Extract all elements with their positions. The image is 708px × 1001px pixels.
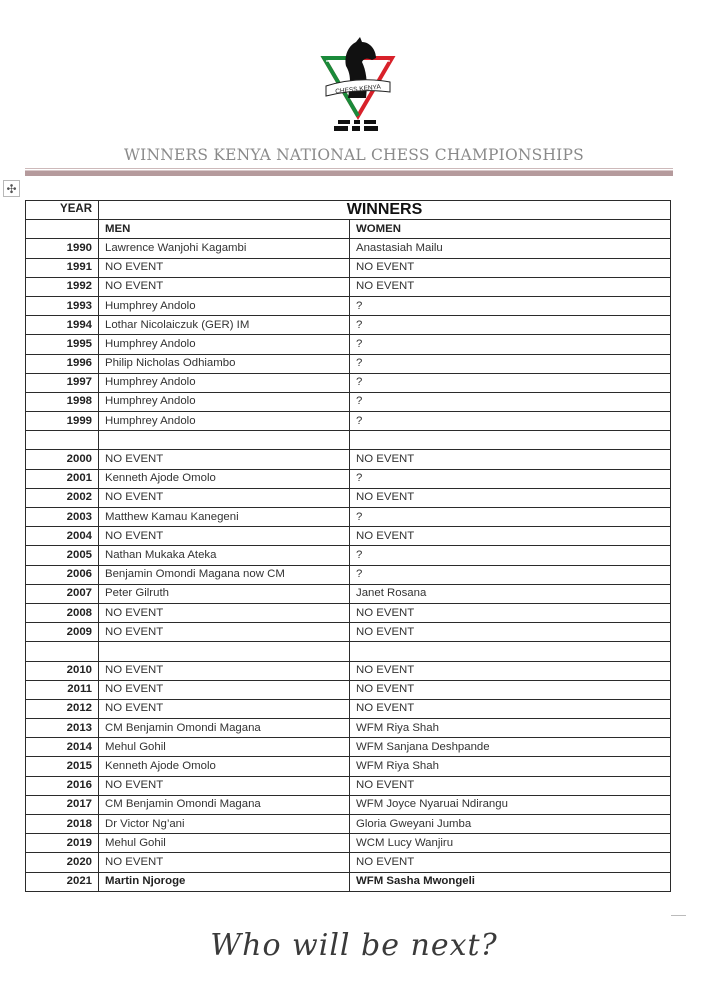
women-winner-cell: NO EVENT: [350, 661, 671, 680]
year-cell: 2000: [26, 450, 99, 469]
table-row: [26, 757, 671, 776]
men-winner-cell: NO EVENT: [99, 853, 350, 872]
women-winner-cell: NO EVENT: [350, 699, 671, 718]
year-header: YEAR: [26, 201, 99, 220]
table-row: [26, 412, 671, 431]
year-cell: 2008: [26, 603, 99, 622]
women-winner-cell: NO EVENT: [350, 527, 671, 546]
table-row: [26, 699, 671, 718]
women-winner-cell: ?: [350, 316, 671, 335]
table-row: [26, 373, 671, 392]
men-winner-cell: Matthew Kamau Kanegeni: [99, 508, 350, 527]
men-winner-cell: Kenneth Ajode Omolo: [99, 757, 350, 776]
women-winner-cell: [350, 431, 671, 450]
year-cell: 1994: [26, 316, 99, 335]
men-winner-cell: Mehul Gohil: [99, 834, 350, 853]
men-winner-cell: Peter Gilruth: [99, 584, 350, 603]
table-row: [26, 392, 671, 411]
year-cell: 2006: [26, 565, 99, 584]
year-cell: 1992: [26, 277, 99, 296]
table-row: [26, 450, 671, 469]
year-cell: [26, 431, 99, 450]
year-cell-empty: [26, 220, 99, 239]
men-winner-cell: Mehul Gohil: [99, 738, 350, 757]
women-winner-cell: ?: [350, 469, 671, 488]
women-winner-cell: ?: [350, 392, 671, 411]
women-winner-cell: NO EVENT: [350, 488, 671, 507]
move-arrows-icon: ✣: [6, 181, 17, 196]
men-winner-cell: CM Benjamin Omondi Magana: [99, 719, 350, 738]
svg-text:CHESS KENYA: CHESS KENYA: [334, 83, 382, 96]
men-winner-cell: Philip Nicholas Odhiambo: [99, 354, 350, 373]
winners-table: [25, 200, 671, 892]
men-winner-cell: Humphrey Andolo: [99, 392, 350, 411]
year-cell: [26, 642, 99, 661]
year-cell: 2001: [26, 469, 99, 488]
year-cell: 1997: [26, 373, 99, 392]
men-winner-cell: Benjamin Omondi Magana now CM: [99, 565, 350, 584]
men-winner-cell: NO EVENT: [99, 488, 350, 507]
year-cell: 2017: [26, 795, 99, 814]
tagline: Who will be next?: [210, 928, 498, 963]
year-cell: 1999: [26, 412, 99, 431]
table-row: [26, 623, 671, 642]
men-winner-cell: [99, 431, 350, 450]
women-winner-cell: NO EVENT: [350, 603, 671, 622]
men-winner-cell: NO EVENT: [99, 680, 350, 699]
year-cell: 2021: [26, 872, 99, 891]
year-cell: 2018: [26, 815, 99, 834]
men-header: MEN: [99, 220, 350, 239]
year-cell: 2004: [26, 527, 99, 546]
title-divider: [25, 170, 673, 176]
men-winner-cell: Humphrey Andolo: [99, 296, 350, 315]
women-winner-cell: WFM Sanjana Deshpande: [350, 738, 671, 757]
men-winner-cell: Nathan Mukaka Ateka: [99, 546, 350, 565]
year-cell: 2009: [26, 623, 99, 642]
year-cell: 2015: [26, 757, 99, 776]
table-row: [26, 431, 671, 450]
women-winner-cell: NO EVENT: [350, 776, 671, 795]
chess-kenya-logo: [318, 36, 398, 132]
table-row: [26, 316, 671, 335]
table-row: [26, 584, 671, 603]
year-cell: 2010: [26, 661, 99, 680]
men-winner-cell: Martin Njoroge: [99, 872, 350, 891]
men-winner-cell: [99, 642, 350, 661]
year-cell: 2012: [26, 699, 99, 718]
table-row: [26, 296, 671, 315]
table-row: [26, 335, 671, 354]
document-title: WINNERS KENYA NATIONAL CHESS CHAMPIONSHIPS: [124, 146, 584, 164]
year-cell: 2019: [26, 834, 99, 853]
men-winner-cell: NO EVENT: [99, 623, 350, 642]
women-header: WOMEN: [350, 220, 671, 239]
women-winner-cell: ?: [350, 335, 671, 354]
table-row: [26, 776, 671, 795]
table-row: [26, 719, 671, 738]
year-cell: 1998: [26, 392, 99, 411]
year-cell: 2007: [26, 584, 99, 603]
women-winner-cell: WCM Lucy Wanjiru: [350, 834, 671, 853]
men-winner-cell: CM Benjamin Omondi Magana: [99, 795, 350, 814]
men-winner-cell: Dr Victor Ng’ani: [99, 815, 350, 834]
men-winner-cell: NO EVENT: [99, 661, 350, 680]
table-row: [26, 565, 671, 584]
men-winner-cell: NO EVENT: [99, 776, 350, 795]
table-row: [26, 738, 671, 757]
year-cell: 2002: [26, 488, 99, 507]
women-winner-cell: NO EVENT: [350, 258, 671, 277]
men-winner-cell: Kenneth Ajode Omolo: [99, 469, 350, 488]
column-header-row: [26, 220, 671, 239]
men-winner-cell: NO EVENT: [99, 277, 350, 296]
year-cell: 1993: [26, 296, 99, 315]
women-winner-cell: WFM Joyce Nyaruai Ndirangu: [350, 795, 671, 814]
women-winner-cell: ?: [350, 412, 671, 431]
men-winner-cell: NO EVENT: [99, 258, 350, 277]
table-row: [26, 834, 671, 853]
men-winner-cell: Humphrey Andolo: [99, 412, 350, 431]
page-edge-mark: [671, 915, 686, 916]
women-winner-cell: ?: [350, 546, 671, 565]
table-row: [26, 527, 671, 546]
table-row: [26, 680, 671, 699]
men-winner-cell: NO EVENT: [99, 527, 350, 546]
knight-logo-icon: [318, 36, 398, 132]
women-winner-cell: ?: [350, 296, 671, 315]
table-row: [26, 815, 671, 834]
men-winner-cell: NO EVENT: [99, 699, 350, 718]
women-winner-cell: [350, 642, 671, 661]
women-winner-cell: ?: [350, 565, 671, 584]
table-row: [26, 488, 671, 507]
year-cell: 1995: [26, 335, 99, 354]
year-cell: 2020: [26, 853, 99, 872]
table-row: [26, 469, 671, 488]
year-cell: 2016: [26, 776, 99, 795]
year-cell: 2005: [26, 546, 99, 565]
table-row: [26, 795, 671, 814]
women-winner-cell: WFM Riya Shah: [350, 719, 671, 738]
year-cell: 2013: [26, 719, 99, 738]
women-winner-cell: Janet Rosana: [350, 584, 671, 603]
women-winner-cell: ?: [350, 508, 671, 527]
year-cell: 2011: [26, 680, 99, 699]
year-cell: 1991: [26, 258, 99, 277]
men-winner-cell: Lawrence Wanjohi Kagambi: [99, 239, 350, 258]
table-row: [26, 354, 671, 373]
winners-header: WINNERS: [99, 201, 671, 220]
table-header-row: [26, 201, 671, 220]
table-row: [26, 853, 671, 872]
women-winner-cell: NO EVENT: [350, 680, 671, 699]
table-move-handle[interactable]: [3, 180, 20, 197]
table-row: [26, 239, 671, 258]
women-winner-cell: Anastasiah Mailu: [350, 239, 671, 258]
year-cell: 1996: [26, 354, 99, 373]
women-winner-cell: ?: [350, 373, 671, 392]
men-winner-cell: Lothar Nicolaiczuk (GER) IM: [99, 316, 350, 335]
year-cell: 2014: [26, 738, 99, 757]
table-row: [26, 508, 671, 527]
women-winner-cell: Gloria Gweyani Jumba: [350, 815, 671, 834]
women-winner-cell: NO EVENT: [350, 853, 671, 872]
men-winner-cell: NO EVENT: [99, 450, 350, 469]
table-row: [26, 642, 671, 661]
table-row: [26, 603, 671, 622]
men-winner-cell: Humphrey Andolo: [99, 373, 350, 392]
women-winner-cell: NO EVENT: [350, 450, 671, 469]
women-winner-cell: NO EVENT: [350, 277, 671, 296]
year-cell: 1990: [26, 239, 99, 258]
women-winner-cell: WFM Sasha Mwongeli: [350, 872, 671, 891]
year-cell: 2003: [26, 508, 99, 527]
women-winner-cell: WFM Riya Shah: [350, 757, 671, 776]
table-row: [26, 277, 671, 296]
women-winner-cell: ?: [350, 354, 671, 373]
women-winner-cell: NO EVENT: [350, 623, 671, 642]
title-divider-thin: [25, 168, 673, 169]
table-row: [26, 661, 671, 680]
table-row: [26, 872, 671, 891]
men-winner-cell: Humphrey Andolo: [99, 335, 350, 354]
table-row: [26, 258, 671, 277]
table-row: [26, 546, 671, 565]
men-winner-cell: NO EVENT: [99, 603, 350, 622]
